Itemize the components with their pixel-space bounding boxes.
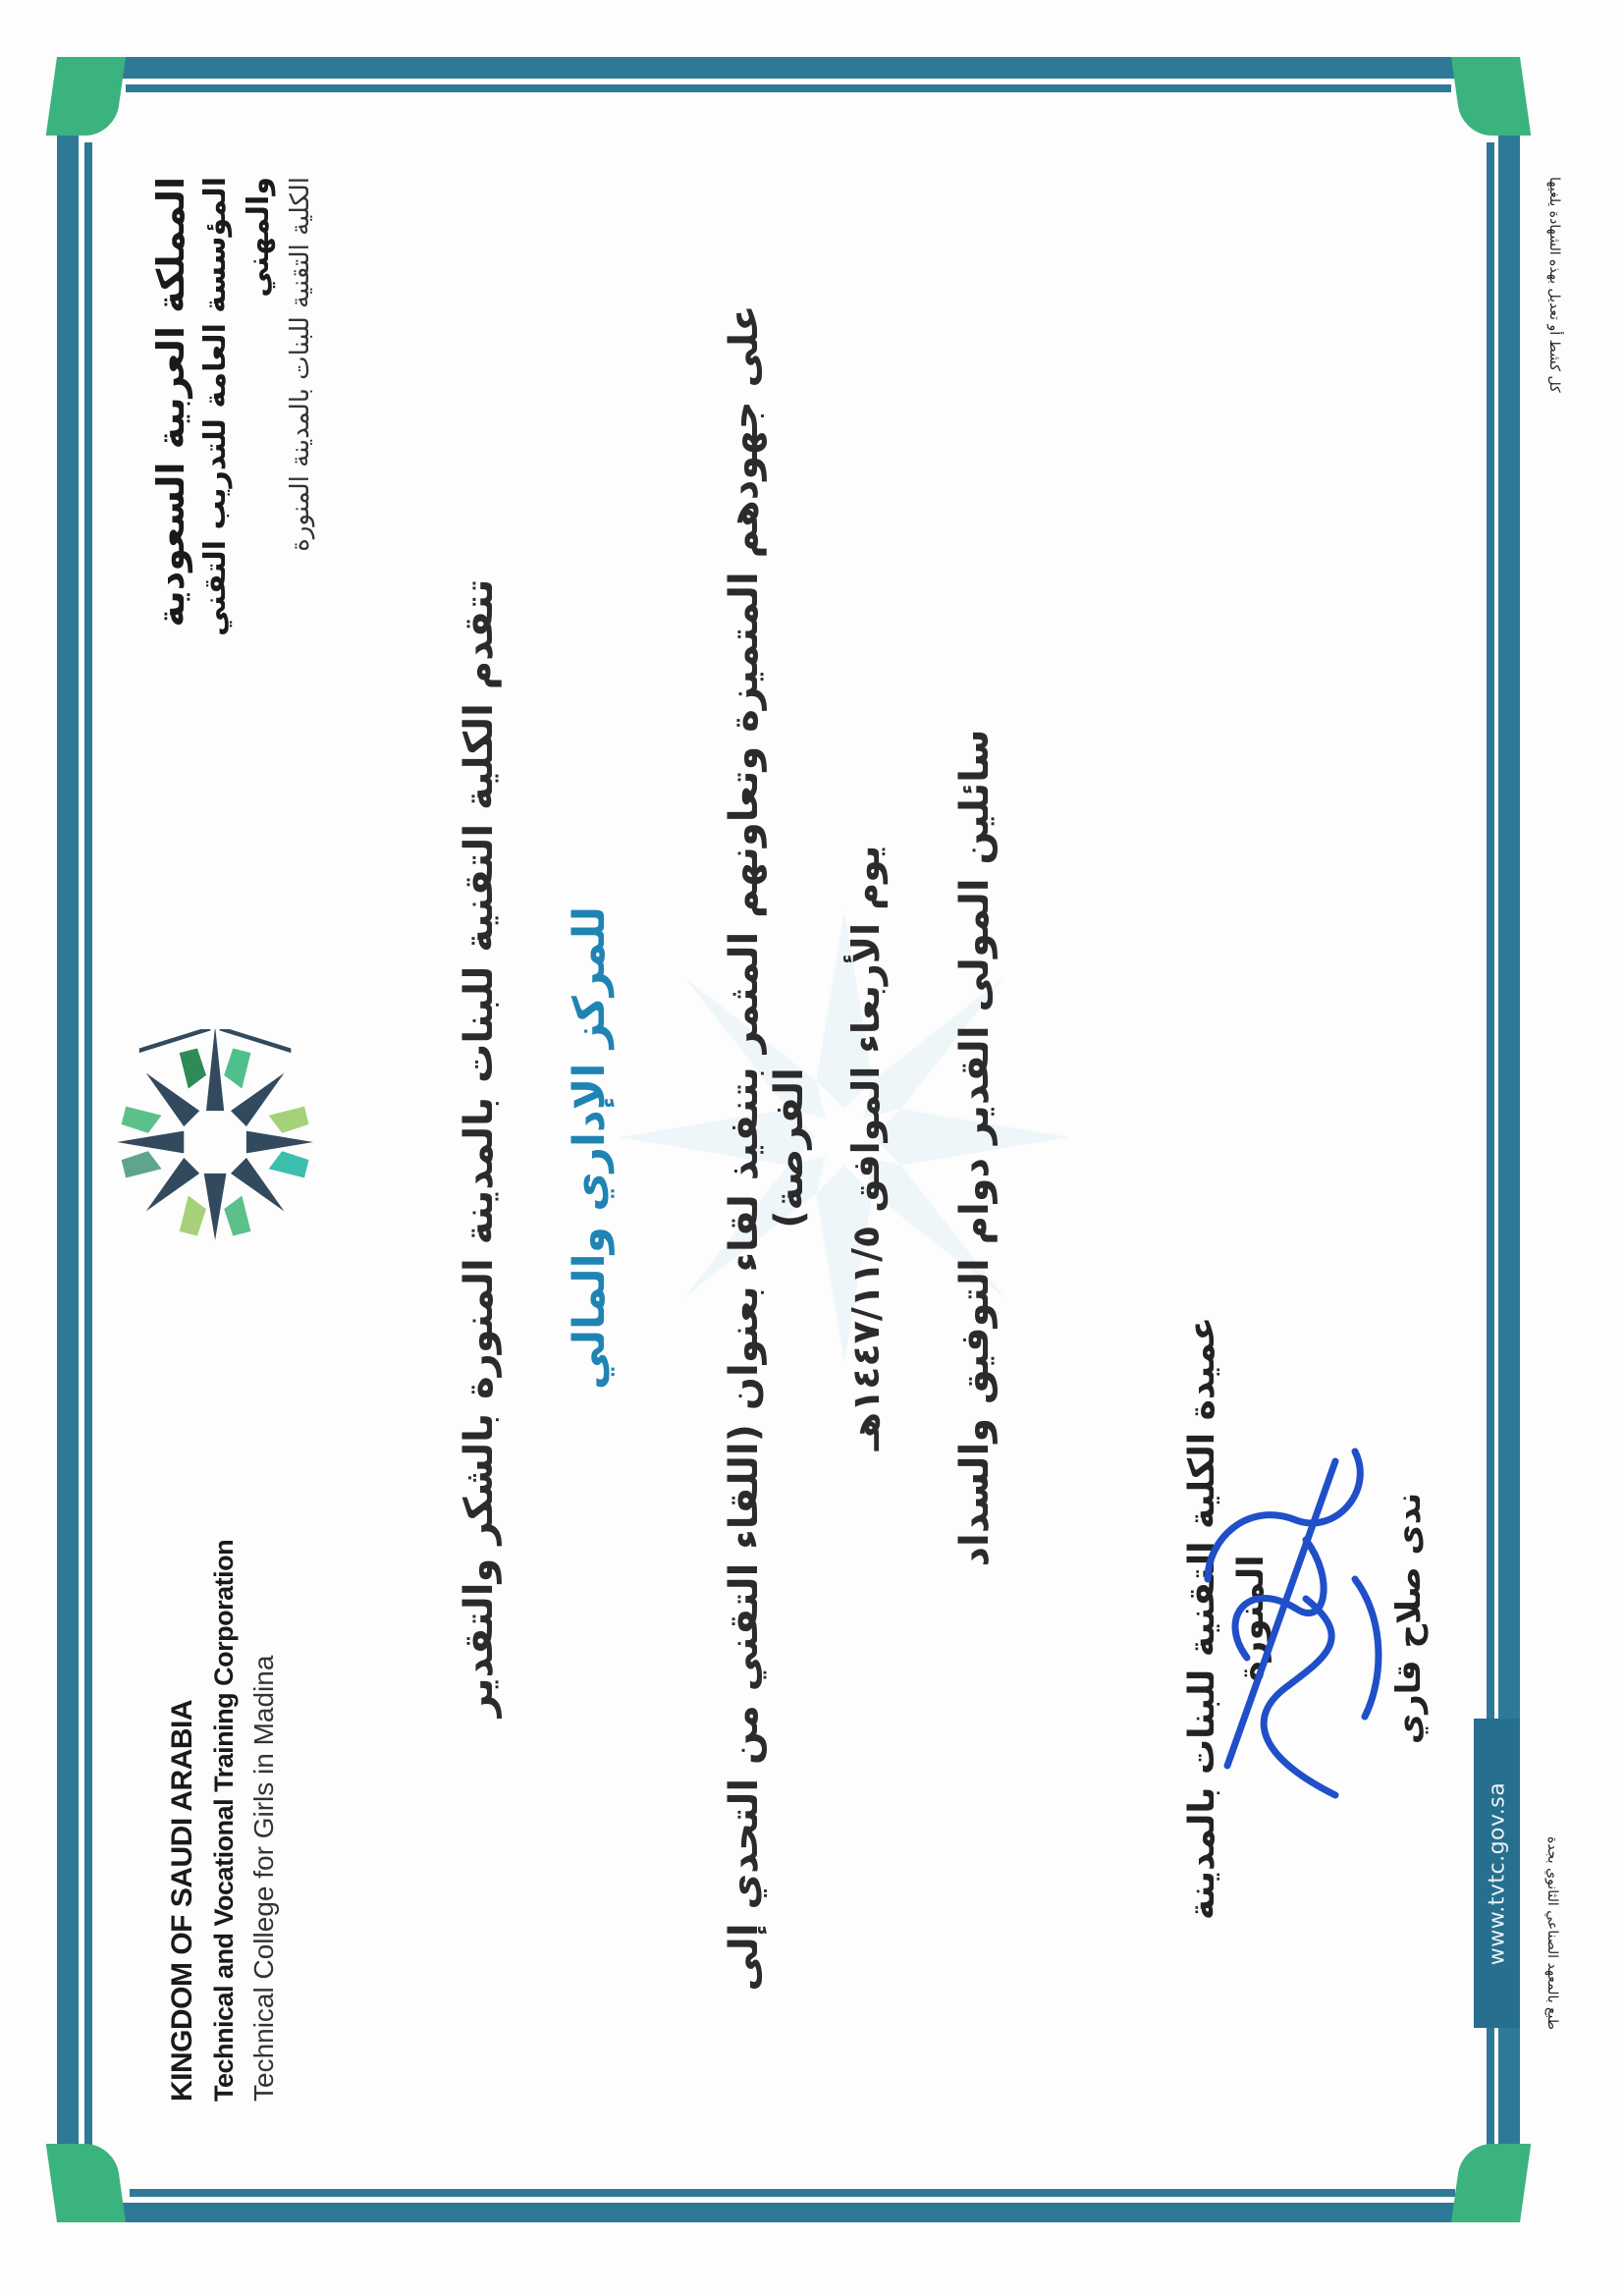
intro-text: تتقدم الكلية التقنية للبنات بالمدينة المنورة بالشكر والتقدير [457, 578, 502, 1718]
printed-by-note: طبع بالمعهد الصناعي الثانوي بجدة [1544, 1836, 1560, 2030]
header-en-college: Technical College for Girls in Madina [248, 1655, 279, 2102]
header-english [162, 1434, 284, 2102]
main-text: على جهودهم المتميزة وتعاونهم المثمر بتنفيذ لقاء بعنوان (اللقاء التقني من التحدي إلى الفرصة) [722, 304, 812, 1992]
handwritten-signature-icon [1188, 1422, 1404, 1834]
signatory-title: عميدة الكلية التقنية للبنات بالمدينة المنورة [1182, 1316, 1272, 1921]
header-ar-college: الكلية التقنية للبنات بالمدينة المنورة [286, 177, 315, 552]
header-ar-kingdom: المملكة العربية السعودية [149, 177, 192, 628]
header-arabic [147, 177, 320, 727]
header-en-kingdom: KINGDOM OF SAUDI ARABIA [166, 1699, 198, 2102]
tvtc-star-logo-icon [108, 1029, 353, 1255]
header-en-corporation: Technical and Vocational Training Corporation [209, 1539, 239, 2102]
event-date: يوم الأربعاء الموافق ١٤٤٧/١١/٥هـ [844, 845, 888, 1451]
recipient-name: للمركز الإداري والمالي [565, 905, 615, 1391]
signatory-name: ندى صلاح قاري [1389, 1492, 1429, 1745]
website-url: www.tvtc.gov.sa [1485, 1781, 1509, 1965]
closing-text: سائلين المولى القدير دوام التوفيق والسداد [952, 729, 998, 1567]
tamper-warning-note: كل كشط أو تعديل بهذه الشهادة يلغيها [1546, 177, 1562, 393]
header-ar-corporation: المؤسسة العامة للتدريب التقني والمهني [198, 177, 276, 636]
